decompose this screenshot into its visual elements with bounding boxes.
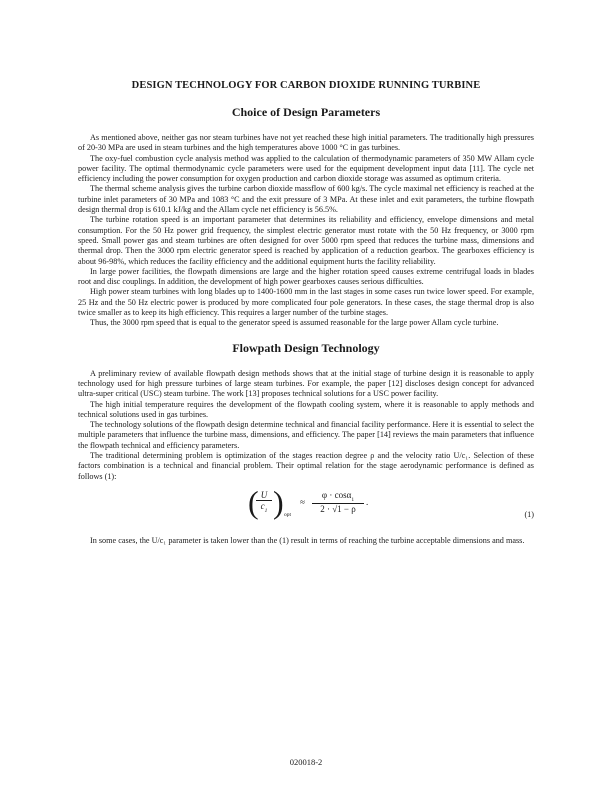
paragraph: The technology solutions of the flowpath design determine technical and financial facility performance. Here it is essential to select the multiple parameters that influence the turbine mass, dimensions, and efficiency. The paper [14] reviews the main parameters that influence the flowpath technical and efficiency parameters.: [78, 420, 534, 450]
equation-period: .: [366, 496, 369, 507]
paragraph: In some cases, the U/c₁ parameter is taken lower than the (1) result in terms of reaching the turbine acceptable dimensions and mass.: [90, 535, 525, 545]
section-heading-flowpath: Flowpath Design Technology: [232, 340, 380, 355]
paper-page: [78, 76, 534, 546]
paragraph: In large power facilities, the flowpath dimensions are large and the higher rotation speed causes extreme centrifugal loads in blades root and disc couplings. In addition, the development of high power gearboxes causes serious difficulties.: [78, 266, 534, 287]
paragraph: As mentioned above, neither gas nor steam turbines have not yet reached these high initial parameters. The traditionally high pressures of 20-30 MPa are used in steam turbines and the high temperatures above 1000 °C in gas turbines.: [78, 133, 534, 153]
paragraph: High power steam turbines with long blades up to 1400-1600 mm in the last stages in some cases run twice lower speed. For example, 25 Hz and the 50 Hz electric power is produced by more complicated four pole generators. In these cases, the stage thermal drop is also twice smaller as to keep its high efficiency. This requires a larger number of the turbine stages.: [78, 287, 534, 318]
paragraph: The oxy-fuel combustion cycle analysis method was applied to the calculation of thermodynamic parameters of 350 MW Allam cycle power facility. The optimal thermodynamic cycle parameters were used for the equipment development input data [11]. The cycle net efficiency including the power consumption for oxygen production and carbon dioxide storage was assumed as optimum criteria.: [78, 153, 534, 184]
right-paren: ): [273, 483, 284, 520]
lhs-denominator-sub: 1: [264, 507, 268, 514]
paragraph: Thus, the 3000 rpm speed that is equal to the generator speed is assumed reasonable for the large power Allam cycle turbine.: [90, 318, 499, 328]
paragraph: The traditional determining problem is optimization of the stages reaction degree ρ and the velocity ratio U/c₁. Selection of these factors combination is a technical and financial problem. Their optimal relation for the stage aerodynamic performance is defined as follows (1):: [78, 451, 534, 481]
rhs-denominator: 2 · √1 − ρ: [320, 503, 356, 514]
paper-title: DESIGN TECHNOLOGY FOR CARBON DIOXIDE RUNNING TURBINE: [131, 80, 481, 91]
lhs-denominator: c: [260, 500, 265, 511]
page-footer: 020018-2: [289, 757, 323, 767]
lhs-numerator: U: [256, 490, 272, 501]
approx-sign: ≈: [300, 496, 305, 507]
lhs-fraction: [256, 490, 272, 514]
equation-number: (1): [524, 509, 534, 519]
equation-1: [78, 483, 534, 528]
paragraph: The high initial temperature requires the development of the flowpath cooling system, where it is reasonable to apply methods and technical solutions used in gas turbines.: [78, 399, 534, 419]
rhs-fraction: [312, 490, 364, 514]
left-paren: (: [248, 483, 259, 520]
rhs-numerator-sub: 1: [351, 496, 355, 503]
paragraph: A preliminary review of available flowpath design methods shows that at the initial stage of turbine design it is reasonable to apply technology used for high pressure turbines of large steam turbines. For example, the paper [12] discloses design concept for advanced ultra-super critical (USC) steam turbine. The work [13] proposes technical solutions for a USC power facility.: [78, 368, 534, 399]
paragraph: The turbine rotation speed is an important parameter that determines its reliability and efficiency, envelope dimensions and metal consumption. For the 50 Hz power grid frequency, the simplest electric generator must rotate with the 50 Hz frequency, or 3000 rpm speed. Small power gas and steam turbines are often designed for over 5000 rpm speed that reduces the turbine mass, dimensions and thermal drop. Then the 3000 rpm electric generator speed is reached by application of a reduction gearbox. The gearboxes efficiency is about 96-98%, which reduces the facility efficiency and the additional equipment hurts the facility reliability.: [78, 215, 534, 266]
paragraph: The thermal scheme analysis gives the turbine carbon dioxide massflow of 600 kg/s. The cycle maximal net efficiency is reached at the turbine inlet parameters of 30 MPa and 1083 °C and the exit pressure of 3 MPa. At these inlet and exit parameters, the turbine flowpath design thermal drop is 610.1 kJ/kg and the Allam cycle net efficiency is 56.5%.: [78, 184, 534, 215]
lhs-subscript: opt: [284, 511, 292, 518]
section-heading-choice: Choice of Design Parameters: [231, 105, 381, 119]
rhs-numerator: φ · cosα: [321, 489, 352, 500]
